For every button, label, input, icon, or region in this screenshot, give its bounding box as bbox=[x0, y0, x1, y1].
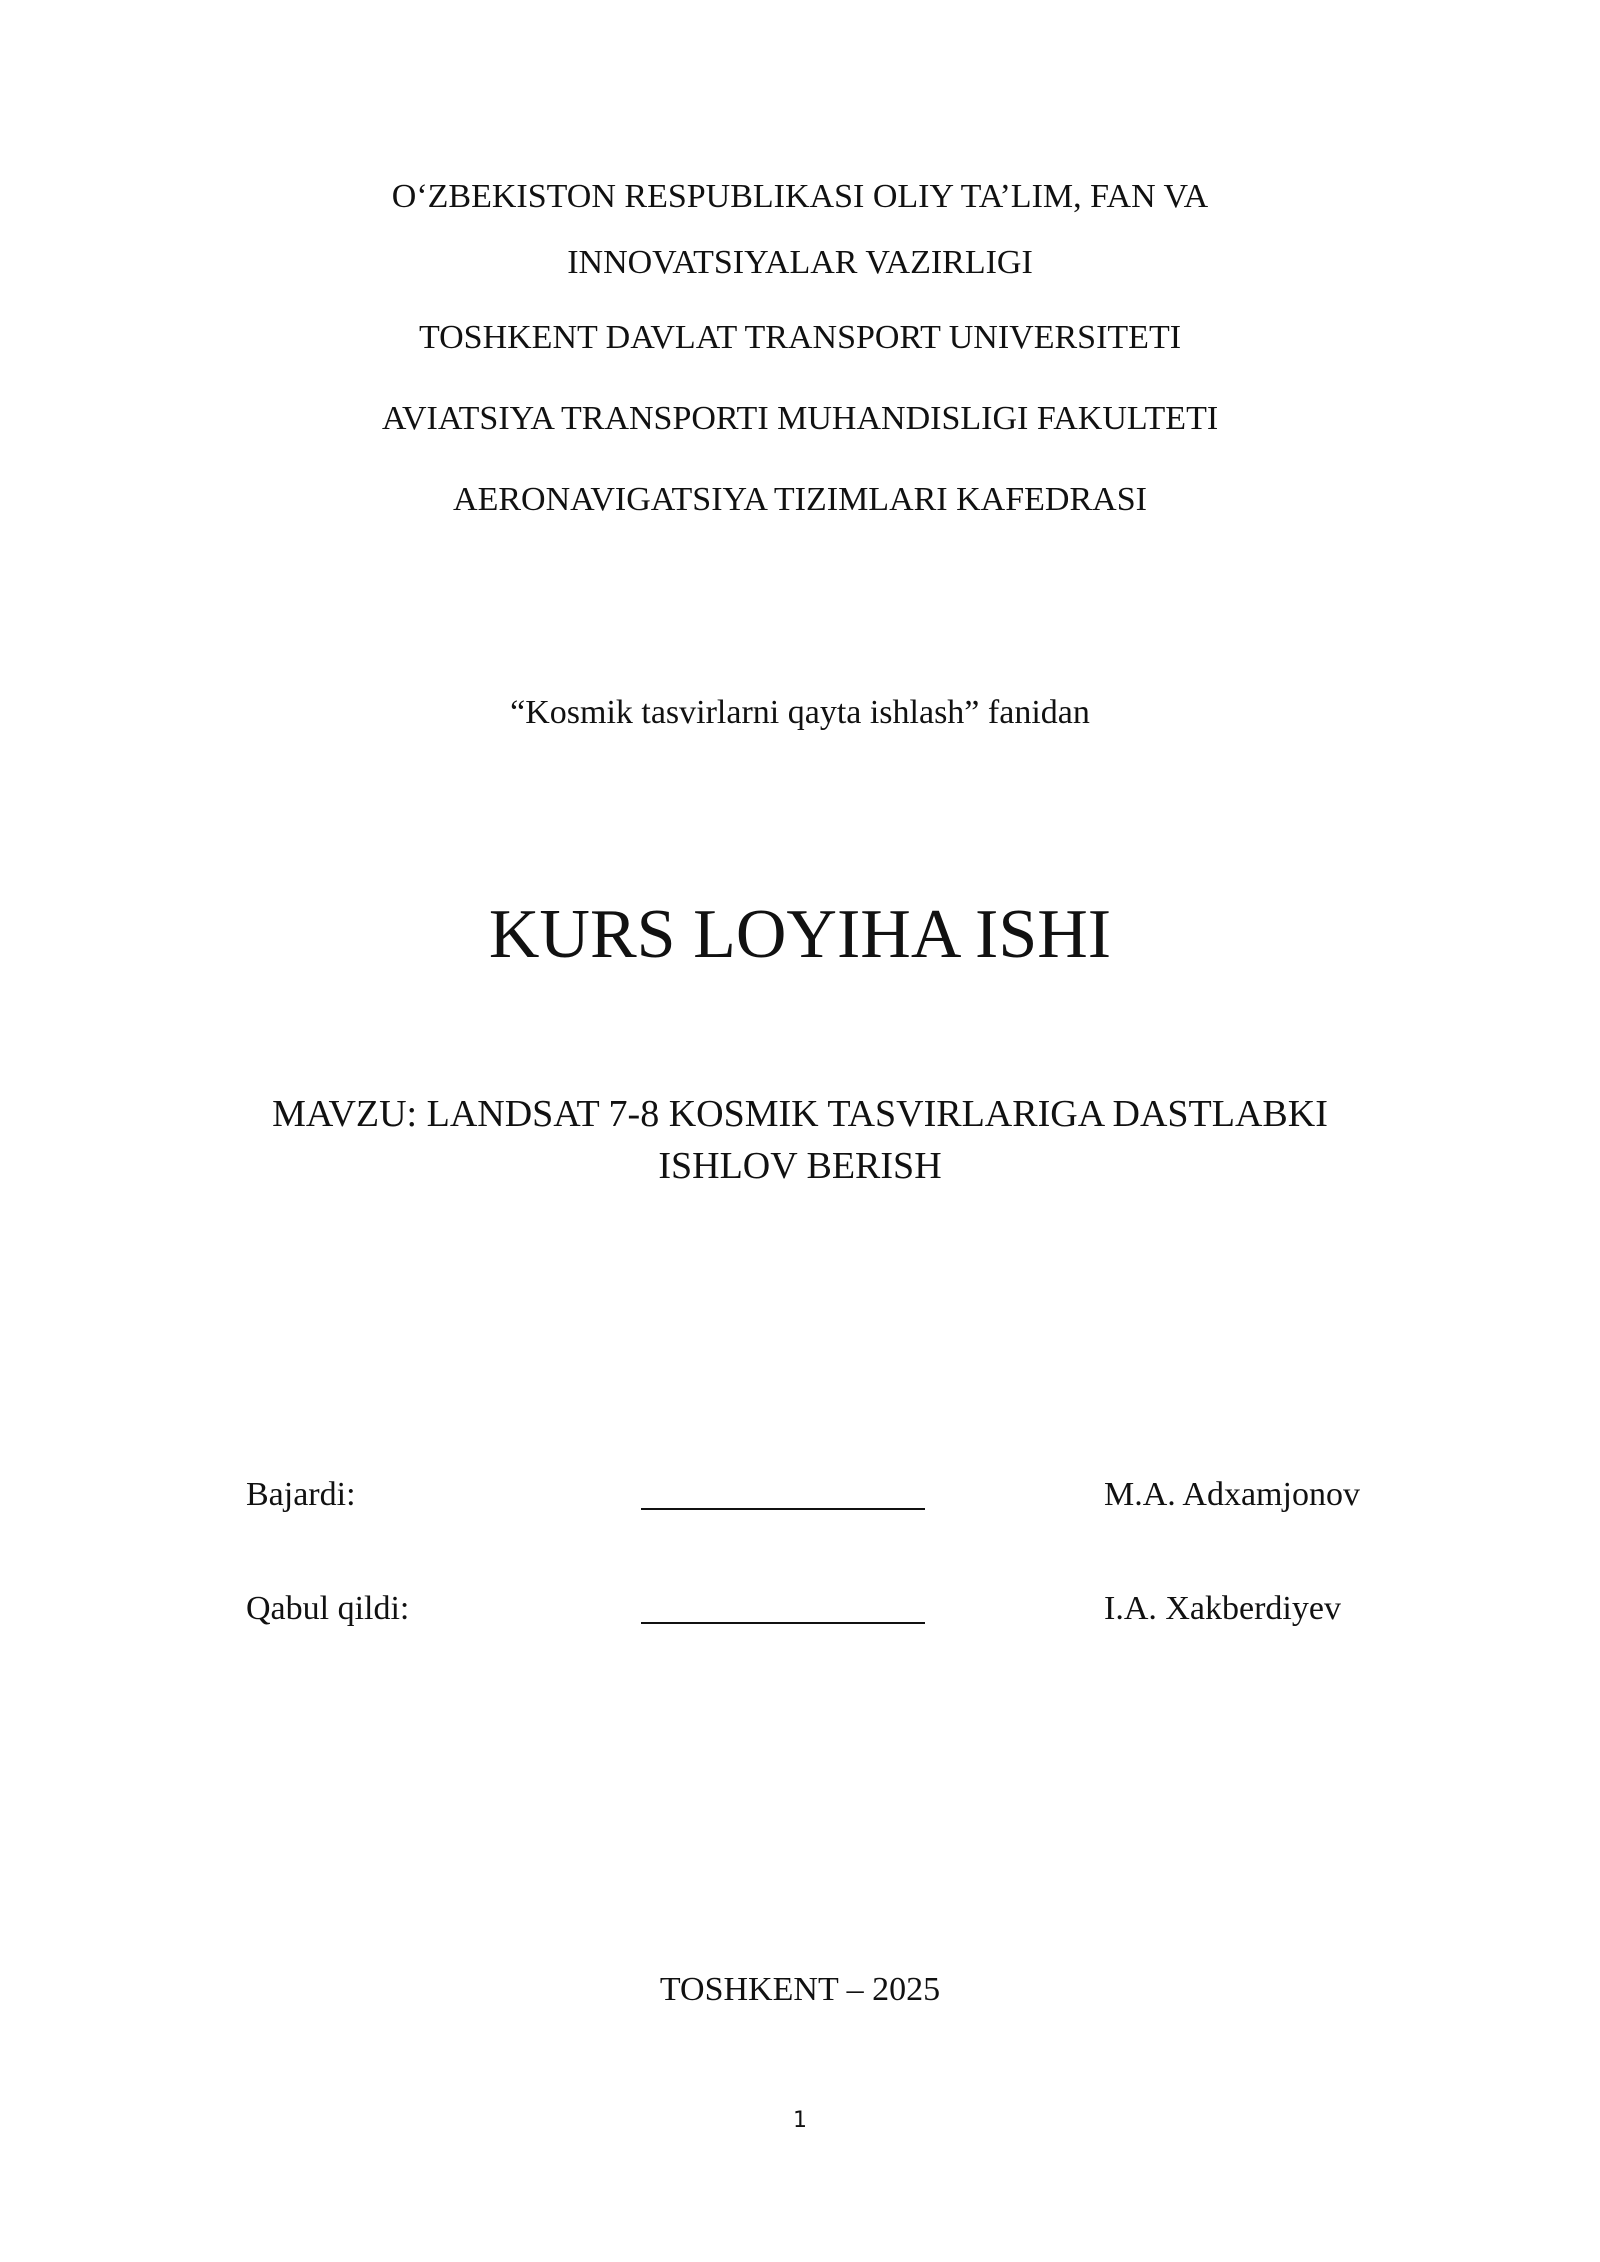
faculty-name: AVIATSIYA TRANSPORTI MUHANDISLIGI FAKULTETI bbox=[381, 400, 1219, 437]
university-name: TOSHKENT DAVLAT TRANSPORT UNIVERSITETI bbox=[418, 319, 1182, 356]
ministry-heading bbox=[0, 164, 1600, 296]
signature-row-reviewer bbox=[246, 1584, 1446, 1634]
department-name: AERONAVIGATSIYA TIZIMLARI KAFEDRASI bbox=[453, 481, 1147, 518]
topic-heading bbox=[0, 1088, 1600, 1192]
signature-person-name: I.A. Xakberdiyev bbox=[1104, 1590, 1341, 1627]
ministry-line-2: INNOVATSIYALAR VAZIRLIGI bbox=[567, 244, 1033, 281]
topic-line-2: ISHLOV BERISH bbox=[658, 1145, 942, 1187]
signature-blank-line bbox=[641, 1602, 925, 1624]
signature-person-name: M.A. Adxamjonov bbox=[1104, 1476, 1360, 1513]
document-title: KURS LOYIHA ISHI bbox=[488, 896, 1112, 973]
page-number: 1 bbox=[793, 2108, 807, 2133]
subject-line: “Kosmik tasvirlarni qayta ishlash” fanidan bbox=[510, 694, 1090, 731]
signature-role: Bajardi: bbox=[246, 1476, 356, 1513]
topic-line-1: MAVZU: LANDSAT 7-8 KOSMIK TASVIRLARIGA DASTLABKI bbox=[272, 1093, 1328, 1135]
ministry-line-1: O‘ZBEKISTON RESPUBLIKASI OLIY TA’LIM, FAN VA bbox=[391, 178, 1209, 215]
signature-row-performer bbox=[246, 1470, 1446, 1520]
city-year: TOSHKENT – 2025 bbox=[659, 1971, 941, 2008]
signature-blank-line bbox=[641, 1488, 925, 1510]
signature-role: Qabul qildi: bbox=[246, 1590, 410, 1627]
